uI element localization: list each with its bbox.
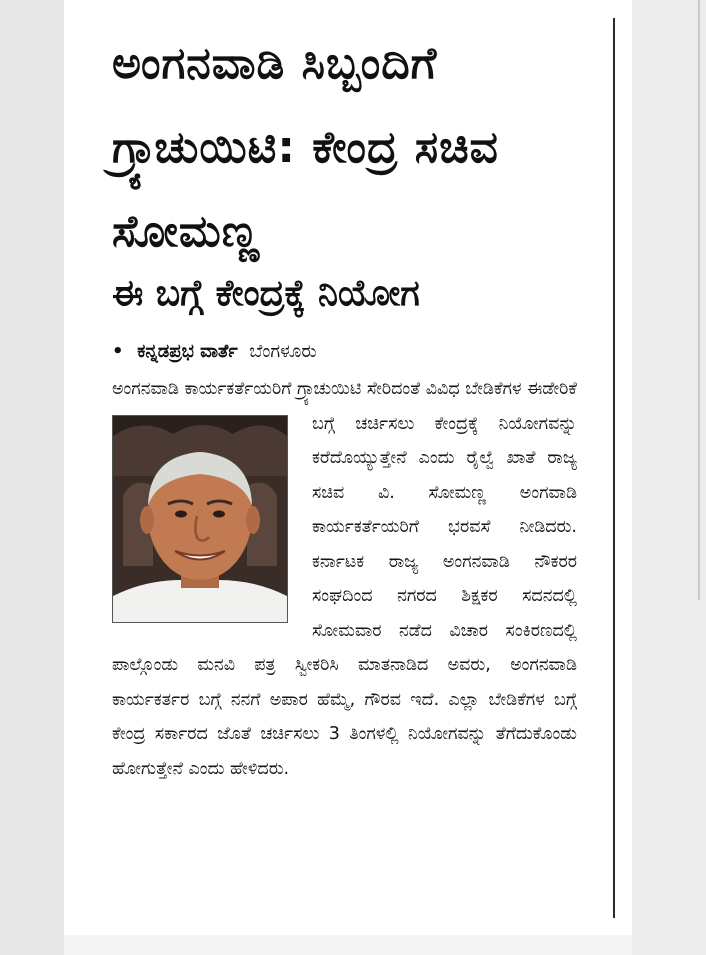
bottom-margin bbox=[64, 935, 632, 955]
article-body-main: ಕೇಂದ್ರಕ್ಕೆ ನಿಯೋಗವನ್ನು ಕರೆದೊಯ್ಯುತ್ತೇನೆ ಎಂದು ರೈಲ್ವೆ ಖಾತೆ ರಾಜ್ಯ ಸಚಿವ ವಿ. ಸೋಮಣ್ಣ ಅಂಗವಾಡಿ ಕಾರ್ಯಕರ್ತೆಯರಿಗೆ ಭರವಸೆ ನೀಡಿದರು. ಕರ್ನಾಟಕ ರಾಜ್ಯ ಅಂಗನವಾಡಿ ನೌಕರರ ಸಂಘದಿಂದ ನಗರದ ಶಿಕ್ಷಕರ ಸದನದಲ್ಲಿ ಸೋಮವಾರ ನಡೆದ ವಿಚಾರ ಸಂಕಿರಣದಲ್ಲಿ ಪಾಲ್ಗೊಂಡು ಮನವಿ ಪತ್ರ ಸ್ವೀಕರಿಸಿ ಮಾತನಾಡಿದ ಅವರು, ಅಂಗನವಾಡಿ ಕಾರ್ಯಕರ್ತರ ಬಗ್ಗೆ ನನಗೆ ಅಪಾರ ಹೆಮ್ಮೆ, ಗೌರವ ಇದೆ. ಎಲ್ಲಾ ಬೇಡಿಕೆಗಳ ಬಗ್ಗೆ ಕೇಂದ್ರ ಸರ್ಕಾರದ ಜೊತೆ ಚರ್ಚಿಸಲು 3 ತಿಂಗಳಲ್ಲಿ ನಿಯೋಗವನ್ನು ತೆಗೆದುಕೊಂಡು ಹೋಗುತ್ತೇನೆ ಎಂದು ಹೇಳಿದರು. bbox=[112, 413, 577, 779]
minister-photo bbox=[112, 415, 288, 623]
article-body-intro: ಅಂಗನವಾಡಿ ಕಾರ್ಯಕರ್ತೆಯರಿಗೆ ಗ್ರ್ಯಾಚುಯಿಟಿ ಸೇರಿದಂತೆ ವಿವಿಧ ಬೇಡಿಕೆಗಳ ಈಡೇರಿಕೆ ಬಗ್ಗೆ ಚರ್ಚಿಸಲು bbox=[112, 379, 577, 434]
column-rule bbox=[613, 18, 615, 918]
byline bbox=[112, 338, 602, 366]
scrollbar-edge[interactable] bbox=[698, 0, 700, 600]
byline-bullet: • bbox=[112, 341, 124, 362]
article-body bbox=[112, 372, 577, 786]
portrait-image bbox=[113, 416, 287, 622]
article-headline: ಅಂಗನವಾಡಿ ಸಿಬ್ಬಂದಿಗೆ ಗ್ರ್ಯಾಚುಯಿಟಿ: ಕೇಂದ್ರ ಸಚಿವ ಸೋಮಣ್ಣ bbox=[112, 38, 499, 257]
article-subheadline: ಈ ಬಗ್ಗೆ ಕೇಂದ್ರಕ್ಕೆ ನಿಯೋಗ bbox=[112, 273, 420, 314]
byline-agency: ಕನ್ನಡಪ್ರಭ ವಾರ್ತೆ bbox=[137, 341, 238, 362]
byline-place: ಬೆಂಗಳೂರು bbox=[249, 341, 317, 362]
left-margin bbox=[0, 0, 64, 955]
right-margin bbox=[632, 0, 706, 955]
